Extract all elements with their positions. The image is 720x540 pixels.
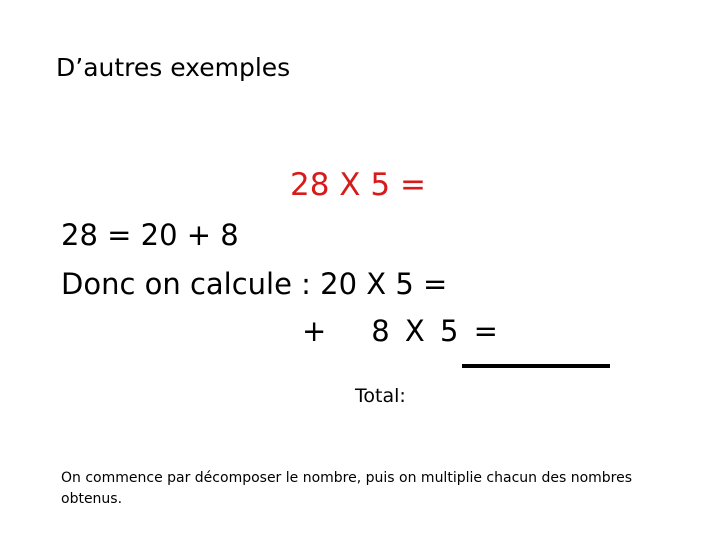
answer-underline: [462, 364, 610, 368]
plus-operator: +: [302, 314, 327, 348]
second-calculation-expression: 8 X 5 =: [371, 314, 501, 348]
problem-expression: 28 X 5 =: [290, 167, 426, 203]
decomposition-line: 28 = 20 + 8: [61, 218, 239, 252]
calculation-line: Donc on calcule : 20 X 5 =: [61, 267, 448, 301]
second-calculation-line: [302, 313, 501, 349]
explanation-note: On commence par décomposer le nombre, puis on multiplie chacun des nombres obtenus.: [61, 470, 633, 507]
total-label: Total:: [355, 385, 406, 407]
slide-title: D’autres exemples: [56, 53, 291, 82]
